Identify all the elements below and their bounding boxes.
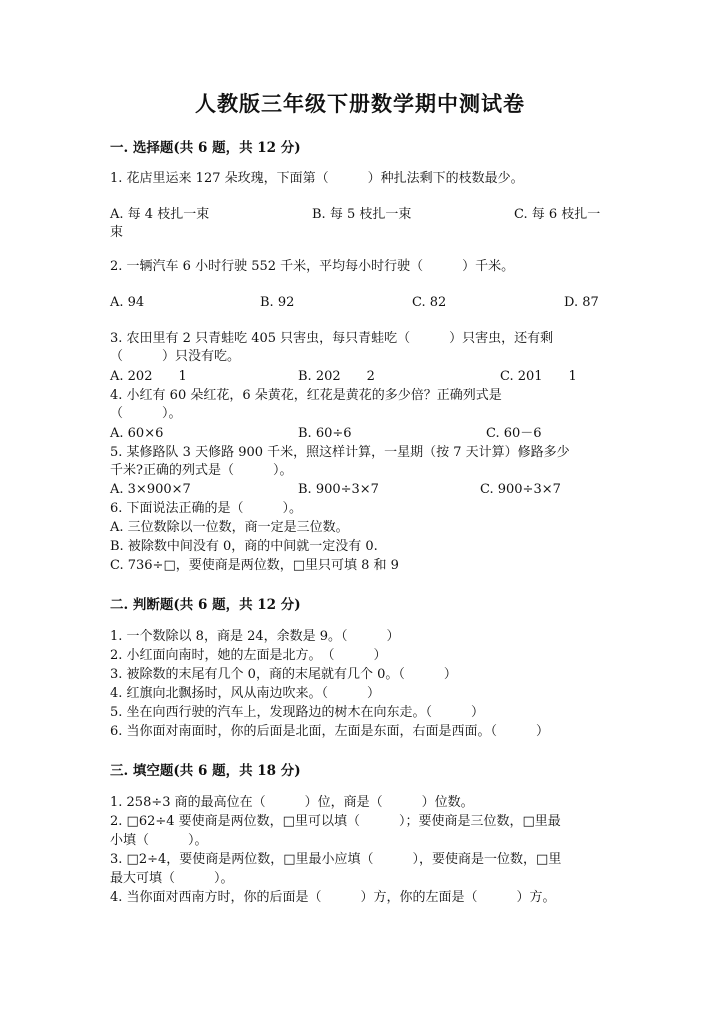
fill-item: 4. 当你面对西南方时，你的后面是（ ）方，你的左面是（ ）方。 xyxy=(110,890,556,905)
judge-item: 2. 小红面向南时，她的左面是北方。 （ ） xyxy=(110,648,387,663)
fill-item: 1. 258÷3 商的最高位在（ ）位，商是（ ）位数。 xyxy=(110,795,474,810)
option-a: A. 每 4 枝扎一束 xyxy=(110,207,210,222)
section-heading-fill: 三. 填空题(共 6 题，共 18 分) xyxy=(110,763,301,779)
section-heading-judge: 二. 判断题(共 6 题，共 12 分) xyxy=(110,597,301,613)
question-stem: 6. 下面说法正确的是（ ）。 xyxy=(110,501,303,516)
section-heading-choice: 一. 选择题(共 6 题，共 12 分) xyxy=(110,140,301,156)
question-stem: 3. 农田里有 2 只青蛙吃 405 只害虫，每只青蛙吃（ ）只害虫，还有剩 xyxy=(110,331,554,346)
judge-item: 5. 坐在向西行驶的汽车上，发现路边的树木在向东走。（ ） xyxy=(110,705,485,720)
judge-item: 6. 当你面对南面时，你的后面是北面，左面是东面，右面是西面。（ ） xyxy=(110,724,550,739)
option-a: A. 60×6 xyxy=(110,426,164,441)
option-c-continued: 束 xyxy=(110,225,124,240)
question-stem-continued: 千米?正确的列式是（ ）。 xyxy=(110,463,293,478)
question-stem: 1. 花店里运来 127 朵玫瑰，下面第（ ）种扎法剩下的枝数最少。 xyxy=(110,171,524,186)
option-d: D. 87 xyxy=(564,295,599,310)
option-c: C. 201 1 xyxy=(500,369,577,384)
question-stem: 2. 一辆汽车 6 小时行驶 552 千米，平均每小时行驶（ ）千米。 xyxy=(110,259,515,274)
question-stem-continued: （ ）。 xyxy=(110,406,182,421)
option-a: A. 202 1 xyxy=(110,369,187,384)
fill-item-continued: 最大可填（ ）。 xyxy=(110,871,234,886)
option-c: C. 每 6 枝扎一 xyxy=(514,207,601,222)
question-stem: 4. 小红有 60 朵红花，6 朵黄花，红花是黄花的多少倍？正确列式是 xyxy=(110,388,502,403)
option-a: A. 三位数除以一位数，商一定是三位数。 xyxy=(110,520,349,535)
fill-item: 3. □2÷4，要使商是两位数，□里最小应填（ ），要使商是一位数，□里 xyxy=(110,852,562,867)
question-stem-continued: （ ）只没有吃。 xyxy=(110,349,241,364)
judge-item: 4. 红旗向北飘扬时，风从南边吹来。（ ） xyxy=(110,686,381,701)
page-title: 人教版三年级下册数学期中测试卷 xyxy=(195,91,525,116)
option-a: A. 94 xyxy=(110,295,145,310)
judge-item: 3. 被除数的末尾有几个 0，商的末尾就有几个 0。（ ） xyxy=(110,667,457,682)
option-a: A. 3×900×7 xyxy=(110,482,191,497)
option-b: B. 92 xyxy=(260,295,295,310)
option-b: B. 每 5 枝扎一束 xyxy=(312,207,412,222)
option-b: B. 202 2 xyxy=(298,369,375,384)
option-c: C. 82 xyxy=(412,295,447,310)
fill-item-continued: 小填（ ）。 xyxy=(110,833,208,848)
option-b: B. 900÷3×7 xyxy=(298,482,379,497)
option-b: B. 60÷6 xyxy=(298,426,352,441)
option-b: B. 被除数中间没有 0，商的中间就一定没有 0. xyxy=(110,539,378,554)
fill-item: 2. □62÷4 要使商是两位数，□里可以填（ ）；要使商是三位数，□里最 xyxy=(110,814,561,829)
option-c: C. 900÷3×7 xyxy=(480,482,561,497)
option-c: C. 60－6 xyxy=(486,426,542,441)
question-stem: 5. 某修路队 3 天修路 900 千米，照这样计算，一星期（按 7 天计算）修路多少 xyxy=(110,445,570,460)
option-c: C. 736÷□，要使商是两位数，□里只可填 8 和 9 xyxy=(110,558,399,573)
judge-item: 1. 一个数除以 8，商是 24，余数是 9。（ ） xyxy=(110,629,400,644)
